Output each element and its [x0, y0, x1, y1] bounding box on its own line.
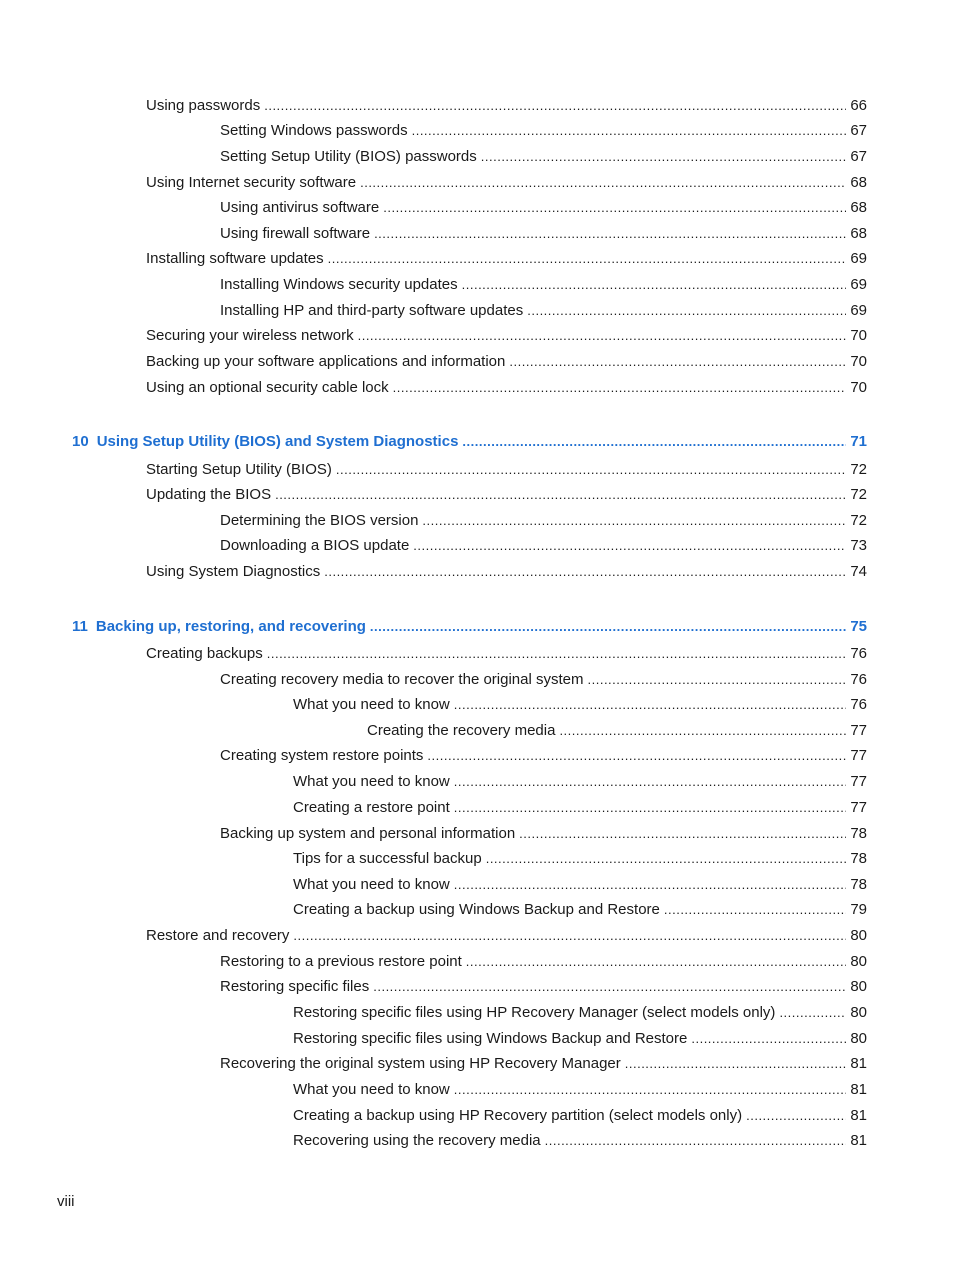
toc-entry-page: 76 [850, 696, 867, 713]
page-number-footer: viii [57, 1193, 75, 1210]
toc-entry-title: Using an optional security cable lock [146, 379, 389, 396]
toc-entry-page: 68 [850, 225, 867, 242]
toc-dot-leader [360, 173, 846, 193]
toc-chapter-entry[interactable] [72, 432, 867, 452]
toc-entry-page: 76 [850, 671, 867, 688]
toc-entry-title: Restore and recovery [146, 927, 290, 944]
toc-entry-title: Backing up your software applications and information [146, 353, 506, 370]
toc-dot-leader [358, 326, 847, 346]
toc-entry-page: 77 [850, 722, 867, 739]
toc-entry[interactable] [293, 1106, 867, 1126]
toc-entry-title: What you need to know [293, 773, 450, 790]
toc-entry[interactable] [220, 746, 867, 766]
toc-entry-page: 80 [850, 953, 867, 970]
toc-dot-leader [454, 772, 847, 792]
toc-dot-leader [393, 378, 847, 398]
toc-entry-title: Creating recovery media to recover the original system [220, 671, 584, 688]
toc-entry-title: Creating backups [146, 645, 263, 662]
toc-entry-page: 70 [850, 379, 867, 396]
toc-entry[interactable] [146, 249, 867, 269]
toc-entry-title: Recovering using the recovery media [293, 1132, 541, 1149]
toc-entry-page: 68 [850, 199, 867, 216]
toc-entry[interactable] [146, 644, 867, 664]
toc-dot-leader [370, 617, 846, 637]
toc-entry[interactable] [220, 121, 867, 141]
toc-entry-page: 80 [850, 1030, 867, 1047]
toc-dot-leader [427, 746, 846, 766]
toc-entry-page: 80 [850, 1004, 867, 1021]
toc-entry[interactable] [220, 511, 867, 531]
toc-entry-page: 72 [850, 461, 867, 478]
toc-entry[interactable] [293, 875, 867, 895]
toc-entry-title: Installing Windows security updates [220, 276, 458, 293]
toc-dot-leader [481, 147, 847, 167]
toc-entry[interactable] [220, 224, 867, 244]
toc-dot-leader [462, 275, 847, 295]
toc-entry-title: Backing up system and personal information [220, 825, 516, 842]
toc-entry[interactable] [293, 1029, 867, 1049]
toc-dot-leader [267, 644, 847, 664]
toc-dot-leader [373, 977, 846, 997]
toc-entry-page: 81 [850, 1081, 867, 1098]
toc-entry[interactable] [293, 772, 867, 792]
toc-entry-title: Backing up, restoring, and recovering [95, 618, 366, 635]
toc-entry-page: 80 [850, 927, 867, 944]
toc-dot-leader [779, 1003, 846, 1023]
toc-entry-page: 72 [850, 486, 867, 503]
toc-entry-page: 80 [850, 978, 867, 995]
toc-dot-leader [454, 695, 847, 715]
toc-entry[interactable] [293, 900, 867, 920]
toc-dot-leader [527, 301, 846, 321]
toc-entry[interactable] [293, 849, 867, 869]
toc-entry-title: Updating the BIOS [146, 486, 272, 503]
toc-dot-leader [422, 511, 846, 531]
toc-entry-page: 72 [850, 512, 867, 529]
toc-entry-page: 70 [850, 327, 867, 344]
toc-entry-title: Creating a backup using Windows Backup and Restore [293, 901, 660, 918]
toc-entry-page: 68 [850, 174, 867, 191]
toc-dot-leader [264, 96, 846, 116]
toc-entry-page: 79 [850, 901, 867, 918]
toc-dot-leader [746, 1106, 846, 1126]
toc-entry[interactable] [146, 96, 867, 116]
toc-entry[interactable] [220, 1054, 867, 1074]
toc-entry-page: 78 [850, 850, 867, 867]
toc-entry[interactable] [293, 1080, 867, 1100]
toc-dot-leader [625, 1054, 847, 1074]
toc-entry-page: 75 [850, 618, 867, 635]
toc-entry-title: Using antivirus software [220, 199, 380, 216]
toc-entry-title: Restoring to a previous restore point [220, 953, 462, 970]
toc-entry-page: 81 [850, 1132, 867, 1149]
toc-dot-leader [413, 536, 846, 556]
toc-entry-page: 67 [850, 148, 867, 165]
toc-entry[interactable] [220, 536, 867, 556]
toc-entry[interactable] [293, 1003, 867, 1023]
toc-entry-title: Creating a backup using HP Recovery partition (select models only) [293, 1107, 743, 1124]
toc-entry-title: Using Internet security software [146, 174, 357, 191]
toc-dot-leader [664, 900, 846, 920]
toc-entry[interactable] [146, 460, 867, 480]
toc-entry[interactable] [220, 977, 867, 997]
toc-dot-leader [559, 721, 846, 741]
toc-entry-title: What you need to know [293, 696, 450, 713]
toc-entry[interactable] [220, 952, 867, 972]
toc-entry-page: 70 [850, 353, 867, 370]
toc-entry-page: 81 [850, 1107, 867, 1124]
toc-entry[interactable] [220, 198, 867, 218]
toc-chapter-number: 11 [72, 618, 88, 635]
toc-dot-leader [336, 460, 846, 480]
toc-entry-title: Using firewall software [220, 225, 371, 242]
toc-entry-title: Creating the recovery media [367, 722, 556, 739]
toc-entry-title: Restoring specific files [220, 978, 370, 995]
toc-entry[interactable] [367, 721, 867, 741]
toc-entry-title: Determining the BIOS version [220, 512, 419, 529]
toc-entry-page: 77 [850, 747, 867, 764]
toc-entry-page: 81 [850, 1055, 867, 1072]
toc-dot-leader [293, 926, 846, 946]
toc-entry[interactable] [220, 670, 867, 690]
toc-entry-page: 74 [850, 563, 867, 580]
toc-dot-leader [545, 1131, 847, 1151]
toc-dot-leader [486, 849, 847, 869]
toc-entry-page: 67 [850, 122, 867, 139]
toc-entry-page: 71 [850, 433, 867, 450]
toc-entry-title: Using System Diagnostics [146, 563, 321, 580]
toc-entry[interactable] [293, 1131, 867, 1151]
toc-dot-leader [466, 952, 847, 972]
toc-dot-leader [509, 352, 846, 372]
toc-entry[interactable] [220, 147, 867, 167]
toc-entry-page: 78 [850, 876, 867, 893]
toc-entry[interactable] [220, 824, 867, 844]
toc-entry[interactable] [146, 926, 867, 946]
toc-entry-title: Creating a restore point [293, 799, 450, 816]
toc-entry-title: Creating system restore points [220, 747, 424, 764]
toc-chapter-entry[interactable] [72, 617, 867, 637]
toc-entry[interactable] [293, 695, 867, 715]
toc-entry-page: 69 [850, 250, 867, 267]
toc-entry-title: Setting Windows passwords [220, 122, 408, 139]
toc-entry-page: 69 [850, 302, 867, 319]
toc-entry[interactable] [293, 798, 867, 818]
toc-dot-leader [519, 824, 846, 844]
toc-entry-page: 73 [850, 537, 867, 554]
toc-entry-title: Installing HP and third-party software updates [220, 302, 524, 319]
toc-dot-leader [454, 875, 847, 895]
toc-entry-title: Using passwords [146, 97, 261, 114]
toc-entry-title: Recovering the original system using HP Recovery Manager [220, 1055, 621, 1072]
toc-dot-leader [383, 198, 846, 218]
toc-entry-title: What you need to know [293, 1081, 450, 1098]
toc-entry-page: 76 [850, 645, 867, 662]
toc-dot-leader [691, 1029, 846, 1049]
toc-dot-leader [454, 798, 847, 818]
toc-entry-title: Securing your wireless network [146, 327, 354, 344]
toc-entry-page: 69 [850, 276, 867, 293]
toc-entry[interactable] [220, 301, 867, 321]
toc-dot-leader [324, 562, 846, 582]
toc-entry-page: 77 [850, 773, 867, 790]
toc-entry[interactable] [146, 326, 867, 346]
toc-dot-leader [454, 1080, 847, 1100]
toc-entry[interactable] [146, 485, 867, 505]
toc-entry[interactable] [146, 378, 867, 398]
toc-entry-title: Installing software updates [146, 250, 324, 267]
toc-entry-title: Downloading a BIOS update [220, 537, 410, 554]
toc-entry-title: What you need to know [293, 876, 450, 893]
toc-entry-title: Using Setup Utility (BIOS) and System Diagnostics [96, 433, 459, 450]
toc-entry-page: 66 [850, 97, 867, 114]
toc-dot-leader [412, 121, 847, 141]
toc-entry-title: Starting Setup Utility (BIOS) [146, 461, 332, 478]
toc-dot-leader [275, 485, 846, 505]
toc-entry-title: Tips for a successful backup [293, 850, 482, 867]
toc-entry[interactable] [146, 173, 867, 193]
toc-entry-page: 77 [850, 799, 867, 816]
toc-dot-leader [328, 249, 847, 269]
toc-dot-leader [374, 224, 846, 244]
toc-entry-page: 78 [850, 825, 867, 842]
toc-entry[interactable] [146, 562, 867, 582]
toc-entry-title: Restoring specific files using Windows Backup and Restore [293, 1030, 688, 1047]
toc-entry-title: Restoring specific files using HP Recovery Manager (select models only) [293, 1004, 776, 1021]
toc-dot-leader [462, 432, 846, 452]
toc-chapter-number: 10 [72, 433, 89, 450]
toc-entry[interactable] [146, 352, 867, 372]
toc-entry-title: Setting Setup Utility (BIOS) passwords [220, 148, 477, 165]
toc-dot-leader [588, 670, 847, 690]
toc-entry[interactable] [220, 275, 867, 295]
